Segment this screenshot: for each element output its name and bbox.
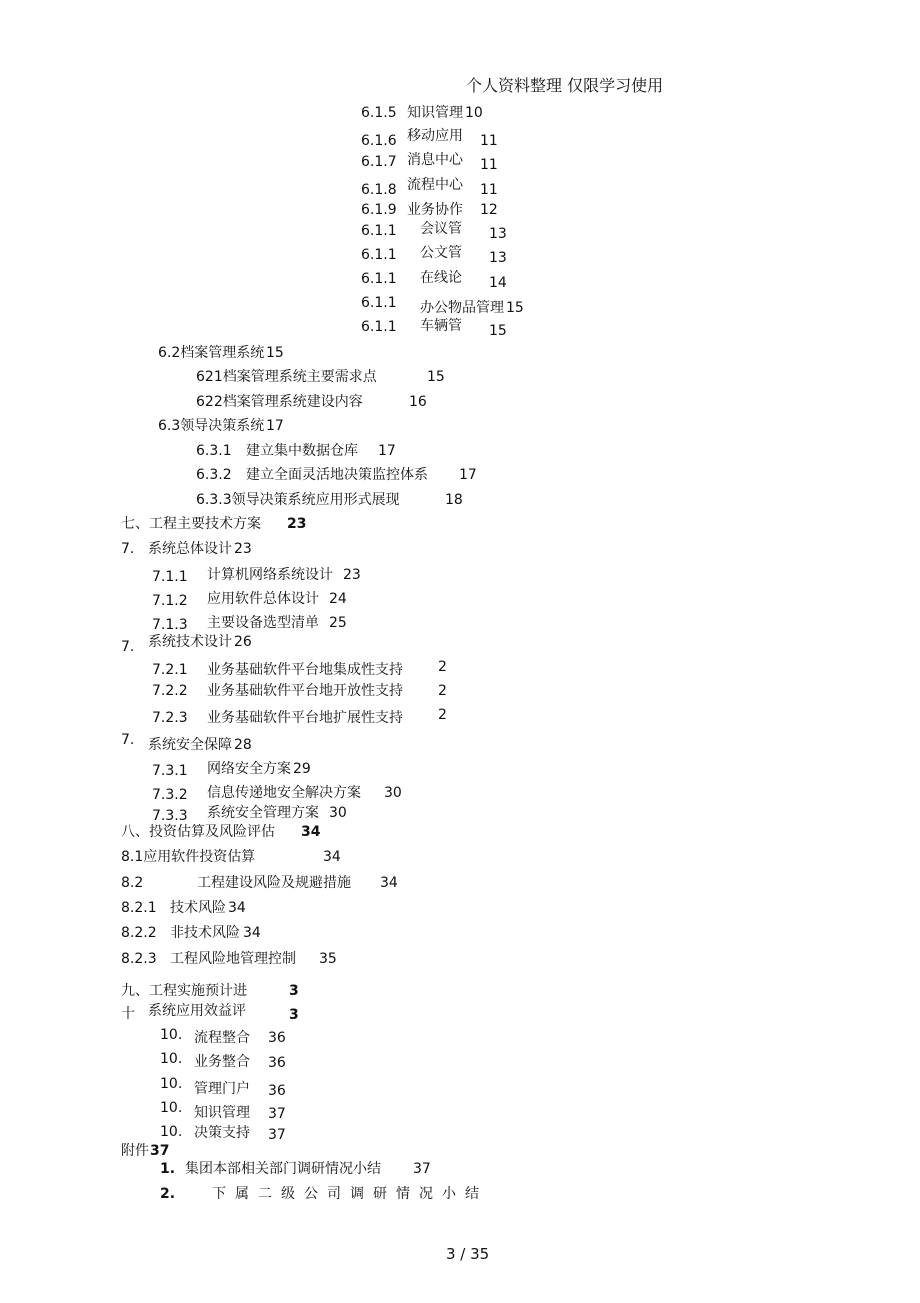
toc-page: 2 [438, 707, 447, 723]
toc-page: 3 [289, 983, 299, 999]
toc-title: 业务整合 [194, 1054, 250, 1070]
toc-page: 18 [445, 492, 463, 508]
toc-title: 系统技术设计 [148, 634, 232, 650]
toc-page: 11 [480, 182, 498, 198]
toc-number: 6.1.1 [361, 223, 397, 239]
toc-page: 23 [343, 567, 361, 583]
toc-page: 29 [293, 761, 311, 777]
toc-number: 7. [121, 639, 135, 655]
toc-page: 12 [480, 202, 498, 218]
toc-page: 17 [459, 467, 477, 483]
toc-number: 7.3.3 [152, 808, 188, 824]
toc-title: 8.1应用软件投资估算 [121, 849, 256, 865]
toc-title: 七、工程主要技术方案 [121, 516, 261, 532]
toc-title: 消息中心 [407, 152, 463, 168]
toc-title: 业务协作 [407, 202, 463, 218]
toc-number: 6.1.1 [361, 319, 397, 335]
toc-page: 34 [228, 900, 246, 916]
toc-title: 系统安全管理方案 [207, 805, 319, 821]
toc-number: 8.2.2 [121, 925, 157, 941]
toc-page: 11 [480, 133, 498, 149]
toc-title: 决策支持 [194, 1125, 250, 1141]
toc-page: 25 [329, 615, 347, 631]
toc-page: 30 [384, 785, 402, 801]
toc-page: 23 [287, 516, 307, 532]
toc-title: 会议管 [420, 221, 462, 237]
toc-number: 10. [160, 1076, 183, 1092]
toc-number: 10. [160, 1051, 183, 1067]
toc-page: 15 [489, 323, 507, 339]
toc-page: 37 [413, 1161, 431, 1177]
toc-page: 26 [234, 634, 252, 650]
toc-number: 8.2.1 [121, 900, 157, 916]
toc-title: 6.3领导决策系统 [158, 418, 265, 434]
toc-title: 集团本部相关部门调研情况小结 [185, 1161, 381, 1177]
toc-page: 14 [489, 275, 507, 291]
toc-number: 2. [160, 1186, 176, 1202]
toc-number: 7.1.3 [152, 617, 188, 633]
toc-page: 17 [378, 443, 396, 459]
toc-number: 8.2 [121, 875, 144, 891]
toc-title: 系统总体设计 [148, 541, 232, 557]
toc-title: 6.2档案管理系统 [158, 345, 265, 361]
toc-title: 流程中心 [407, 177, 463, 193]
toc-number: 7.2.3 [152, 710, 188, 726]
toc-title: 附件 [121, 1143, 149, 1159]
toc-page: 17 [266, 418, 284, 434]
page-header: 个人资料整理 仅限学习使用 [466, 76, 664, 95]
toc-title: 业务基础软件平台地扩展性支持 [207, 710, 403, 726]
toc-number: 7.2.1 [152, 662, 188, 678]
toc-number: 10. [160, 1100, 183, 1116]
toc-title: 应用软件总体设计 [207, 591, 319, 607]
toc-title: 技术风险 [170, 900, 226, 916]
toc-title: 建立集中数据仓库 [246, 443, 358, 459]
toc-number: 6.3.1 [196, 443, 232, 459]
toc-number: 6.1.5 [361, 105, 397, 121]
toc-number: 6.1.1 [361, 247, 397, 263]
toc-number: 8.2.3 [121, 951, 157, 967]
toc-page: 3 [289, 1007, 299, 1023]
toc-number: 6.3.2 [196, 467, 232, 483]
toc-title: 网络安全方案 [207, 761, 291, 777]
toc-page: 37 [268, 1127, 286, 1143]
toc-page: 24 [329, 591, 347, 607]
toc-title: 流程整合 [194, 1030, 250, 1046]
toc-page: 15 [266, 345, 284, 361]
toc-title: 九、工程实施预计进 [121, 983, 247, 999]
toc-title: 建立全面灵活地决策监控体系 [246, 467, 428, 483]
toc-title: 知识管理 [194, 1105, 250, 1121]
toc-title: 621档案管理系统主要需求点 [196, 369, 377, 385]
toc-number: 6.1.9 [361, 202, 397, 218]
toc-page: 37 [268, 1106, 286, 1122]
toc-title: 车辆管 [420, 318, 462, 334]
toc-page: 28 [234, 737, 252, 753]
toc-title: 业务基础软件平台地集成性支持 [207, 662, 403, 678]
toc-number: 十 [121, 1006, 135, 1022]
toc-title: 在线论 [420, 270, 462, 286]
toc-page: 34 [380, 875, 398, 891]
toc-number: 1. [160, 1161, 176, 1177]
toc-title: 计算机网络系统设计 [207, 567, 333, 583]
toc-number: 7.1.2 [152, 593, 188, 609]
toc-page: 11 [480, 157, 498, 173]
toc-title: 主要设备选型清单 [207, 615, 319, 631]
toc-page: 23 [234, 541, 252, 557]
toc-title: 办公物品管理 [420, 300, 504, 316]
toc-number: 10. [160, 1124, 183, 1140]
toc-title: 移动应用 [407, 128, 463, 144]
toc-page: 13 [489, 250, 507, 266]
toc-title: 业务基础软件平台地开放性支持 [207, 683, 403, 699]
toc-number: 7.1.1 [152, 569, 188, 585]
toc-title: 工程风险地管理控制 [170, 951, 296, 967]
toc-page: 16 [409, 394, 427, 410]
toc-title: 管理门户 [194, 1081, 250, 1097]
toc-number: 7.3.2 [152, 787, 188, 803]
toc-page: 13 [489, 226, 507, 242]
toc-number: 7.2.2 [152, 683, 188, 699]
toc-title: 工程建设风险及规避措施 [197, 875, 351, 891]
toc-number: 6.1.8 [361, 182, 397, 198]
toc-page: 36 [268, 1030, 286, 1046]
toc-page: 10 [465, 105, 483, 121]
toc-title: 知识管理 [407, 105, 463, 121]
toc-number: 6.1.1 [361, 295, 397, 311]
toc-page: 34 [323, 849, 341, 865]
toc-title: 622档案管理系统建设内容 [196, 394, 363, 410]
toc-page: 2 [438, 659, 447, 675]
toc-page: 37 [150, 1143, 170, 1159]
toc-number: 6.1.6 [361, 133, 397, 149]
toc-number: 7. [121, 541, 135, 557]
toc-page: 36 [268, 1055, 286, 1071]
toc-number: 7.3.1 [152, 763, 188, 779]
toc-page: 34 [301, 824, 321, 840]
toc-title: 八、投资估算及风险评估 [121, 824, 275, 840]
toc-page: 2 [438, 683, 447, 699]
toc-title: 公文管 [420, 245, 462, 261]
toc-title: 系统应用效益评 [148, 1003, 246, 1019]
toc-number: 6.1.1 [361, 271, 397, 287]
toc-page: 36 [268, 1083, 286, 1099]
toc-page: 30 [329, 805, 347, 821]
toc-number: 7. [121, 732, 135, 748]
toc-page: 34 [243, 925, 261, 941]
toc-title: 系统安全保障 [148, 737, 232, 753]
toc-page: 15 [427, 369, 445, 385]
toc-number: 10. [160, 1027, 183, 1043]
toc-page: 35 [319, 951, 337, 967]
page-number: 3 / 35 [446, 1245, 490, 1263]
toc-title: 非技术风险 [170, 925, 240, 941]
toc-number: 6.1.7 [361, 154, 397, 170]
toc-title: 下属二级公司调研情况小结 [212, 1186, 488, 1202]
toc-title: 信息传递地安全解决方案 [207, 785, 361, 801]
toc-title: 6.3.3领导决策系统应用形式展现 [196, 492, 400, 508]
toc-page: 15 [506, 300, 524, 316]
